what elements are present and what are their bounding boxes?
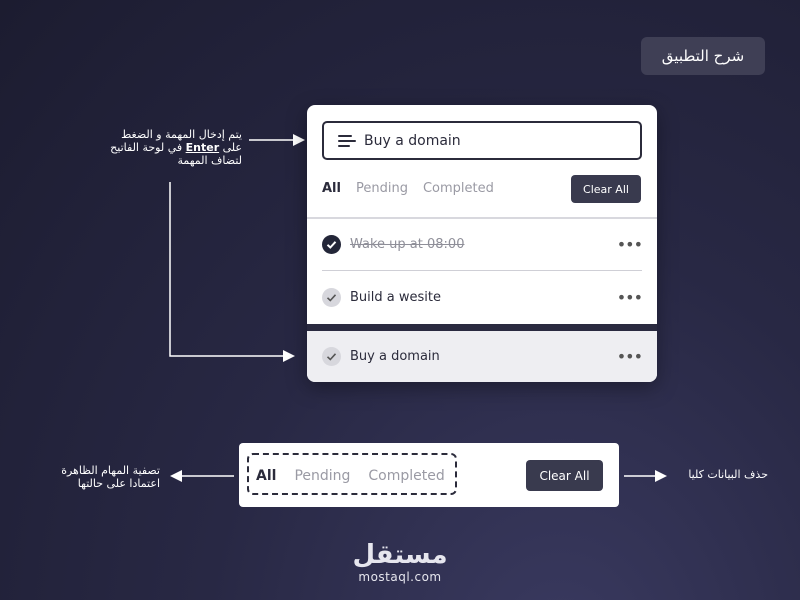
task-text: Wake up at 08:00 [350, 236, 465, 252]
input-annotation-pre: على [219, 141, 242, 154]
tab-completed[interactable]: Completed [422, 181, 494, 196]
task-item[interactable] [322, 222, 642, 266]
page-title: شرح التطبيق [641, 37, 765, 75]
added-task-row [307, 331, 657, 382]
task-item[interactable] [322, 334, 642, 378]
clear-all-button[interactable]: Clear All [571, 175, 641, 203]
tab-pending[interactable]: Pending [355, 181, 408, 196]
enter-key-label: Enter [185, 141, 220, 154]
task-text: Buy a domain [350, 348, 440, 364]
card-filter-tabs [322, 181, 509, 196]
more-icon[interactable]: ••• [616, 234, 642, 254]
check-icon[interactable] [322, 347, 341, 366]
menu-icon [338, 134, 356, 148]
mostaql-logo [350, 540, 450, 584]
tab-all[interactable]: All [256, 468, 277, 484]
panel-filter-tabs [256, 468, 460, 484]
arrow-icon [170, 182, 292, 356]
tab-completed[interactable]: Completed [368, 468, 445, 484]
task-item[interactable] [322, 275, 642, 319]
logo-mark: مستقل [352, 540, 448, 570]
clear-all-button[interactable]: Clear All [526, 460, 603, 491]
more-icon[interactable]: ••• [616, 346, 642, 366]
todo-card [307, 105, 657, 382]
tab-pending[interactable]: Pending [294, 468, 351, 484]
check-icon[interactable] [322, 235, 341, 254]
input-annotation-line1: يتم إدخال المهمة و الضغط [121, 128, 242, 141]
task-separator [322, 270, 642, 271]
filter-annotation-line2: اعتمادا على حالتها [77, 477, 160, 490]
task-input[interactable] [364, 133, 634, 149]
divider [307, 217, 657, 219]
filter-panel [239, 443, 619, 507]
tab-all[interactable]: All [322, 181, 341, 196]
logo-url: mostaql.com [358, 570, 442, 584]
task-text: Build a wesite [350, 289, 441, 305]
input-annotation-post: في لوحة الفاتيح [110, 141, 186, 154]
task-input-box[interactable] [322, 121, 642, 160]
more-icon[interactable]: ••• [616, 287, 642, 307]
added-task-separator [307, 324, 657, 331]
check-icon[interactable] [322, 288, 341, 307]
filter-annotation-line1: تصفية المهام الظاهرة [61, 464, 160, 477]
input-annotation-line3: لتضاف المهمة [177, 154, 242, 167]
clear-annotation: حذف البيانات كليا [688, 468, 768, 481]
